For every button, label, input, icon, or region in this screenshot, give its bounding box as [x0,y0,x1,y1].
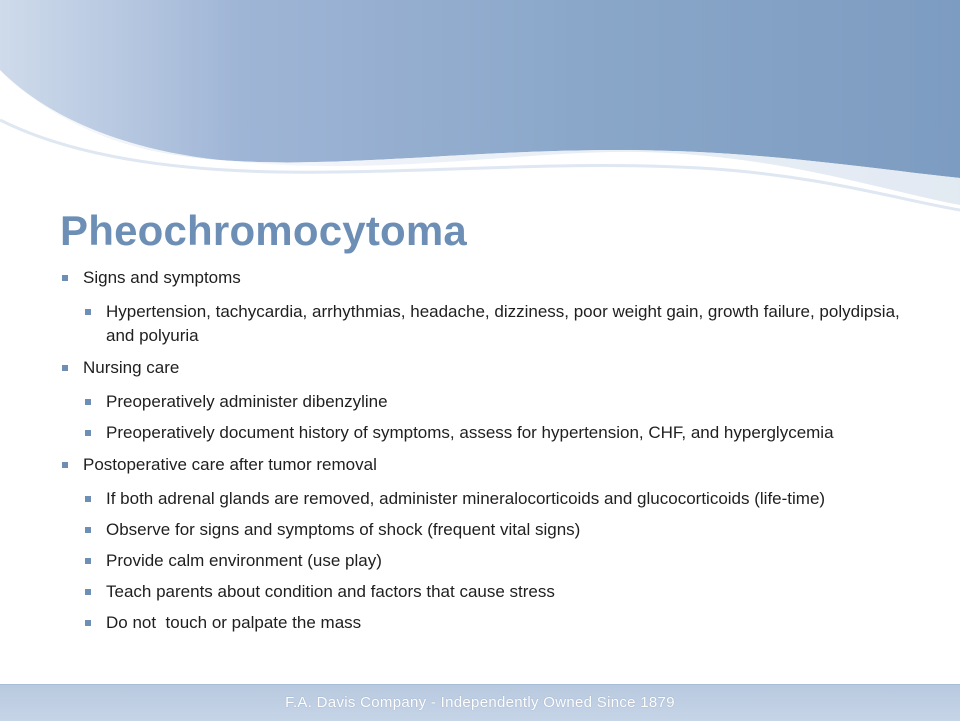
sub-bullet [60,390,920,414]
bullet-text: Hypertension, tachycardia, arrhythmias, headache, dizziness, poor weight gain, growth failure, polydipsia, and polyuria [106,302,900,345]
bullet-text: Signs and symptoms [83,268,241,287]
bullet-text: Teach parents about condition and factors that cause stress [106,582,555,601]
square-bullet-icon [62,365,68,371]
bullet-text: Provide calm environment (use play) [106,551,382,570]
sub-bullet [60,549,920,573]
sub-bullet [60,421,920,445]
bullet-text: Preoperatively document history of symptoms, assess for hypertension, CHF, and hyperglycemia [106,423,834,442]
square-bullet-icon [85,527,91,533]
header-swoosh-decoration [0,0,960,230]
bullet-list [60,268,920,642]
footer-bar [0,684,960,721]
bullet-text: Postoperative care after tumor removal [83,455,377,474]
bullet-heading-nursing-care [60,358,920,378]
bullet-text: If both adrenal glands are removed, administer mineralocorticoids and glucocorticoids (life-time) [106,489,826,508]
square-bullet-icon [85,309,91,315]
bullet-text: Preoperatively administer dibenzyline [106,392,388,411]
sub-bullet [60,518,920,542]
square-bullet-icon [85,430,91,436]
square-bullet-icon [85,589,91,595]
bullet-text: Nursing care [83,358,180,377]
square-bullet-icon [85,496,91,502]
bullet-heading-postoperative [60,455,920,475]
square-bullet-icon [62,275,68,281]
square-bullet-icon [85,558,91,564]
slide-title: Pheochromocytoma [60,207,467,254]
bullet-text: Observe for signs and symptoms of shock (frequent vital signs) [106,520,581,539]
sub-bullet [60,487,920,511]
sub-bullet [60,580,920,604]
sub-bullet [60,300,920,348]
footer-text: F.A. Davis Company - Independently Owned Since 1879 [285,694,675,711]
bullet-heading-signs [60,268,920,288]
bullet-text: Do not touch or palpate the mass [106,613,362,632]
square-bullet-icon [62,462,68,468]
square-bullet-icon [85,399,91,405]
square-bullet-icon [85,620,91,626]
sub-bullet [60,611,920,635]
